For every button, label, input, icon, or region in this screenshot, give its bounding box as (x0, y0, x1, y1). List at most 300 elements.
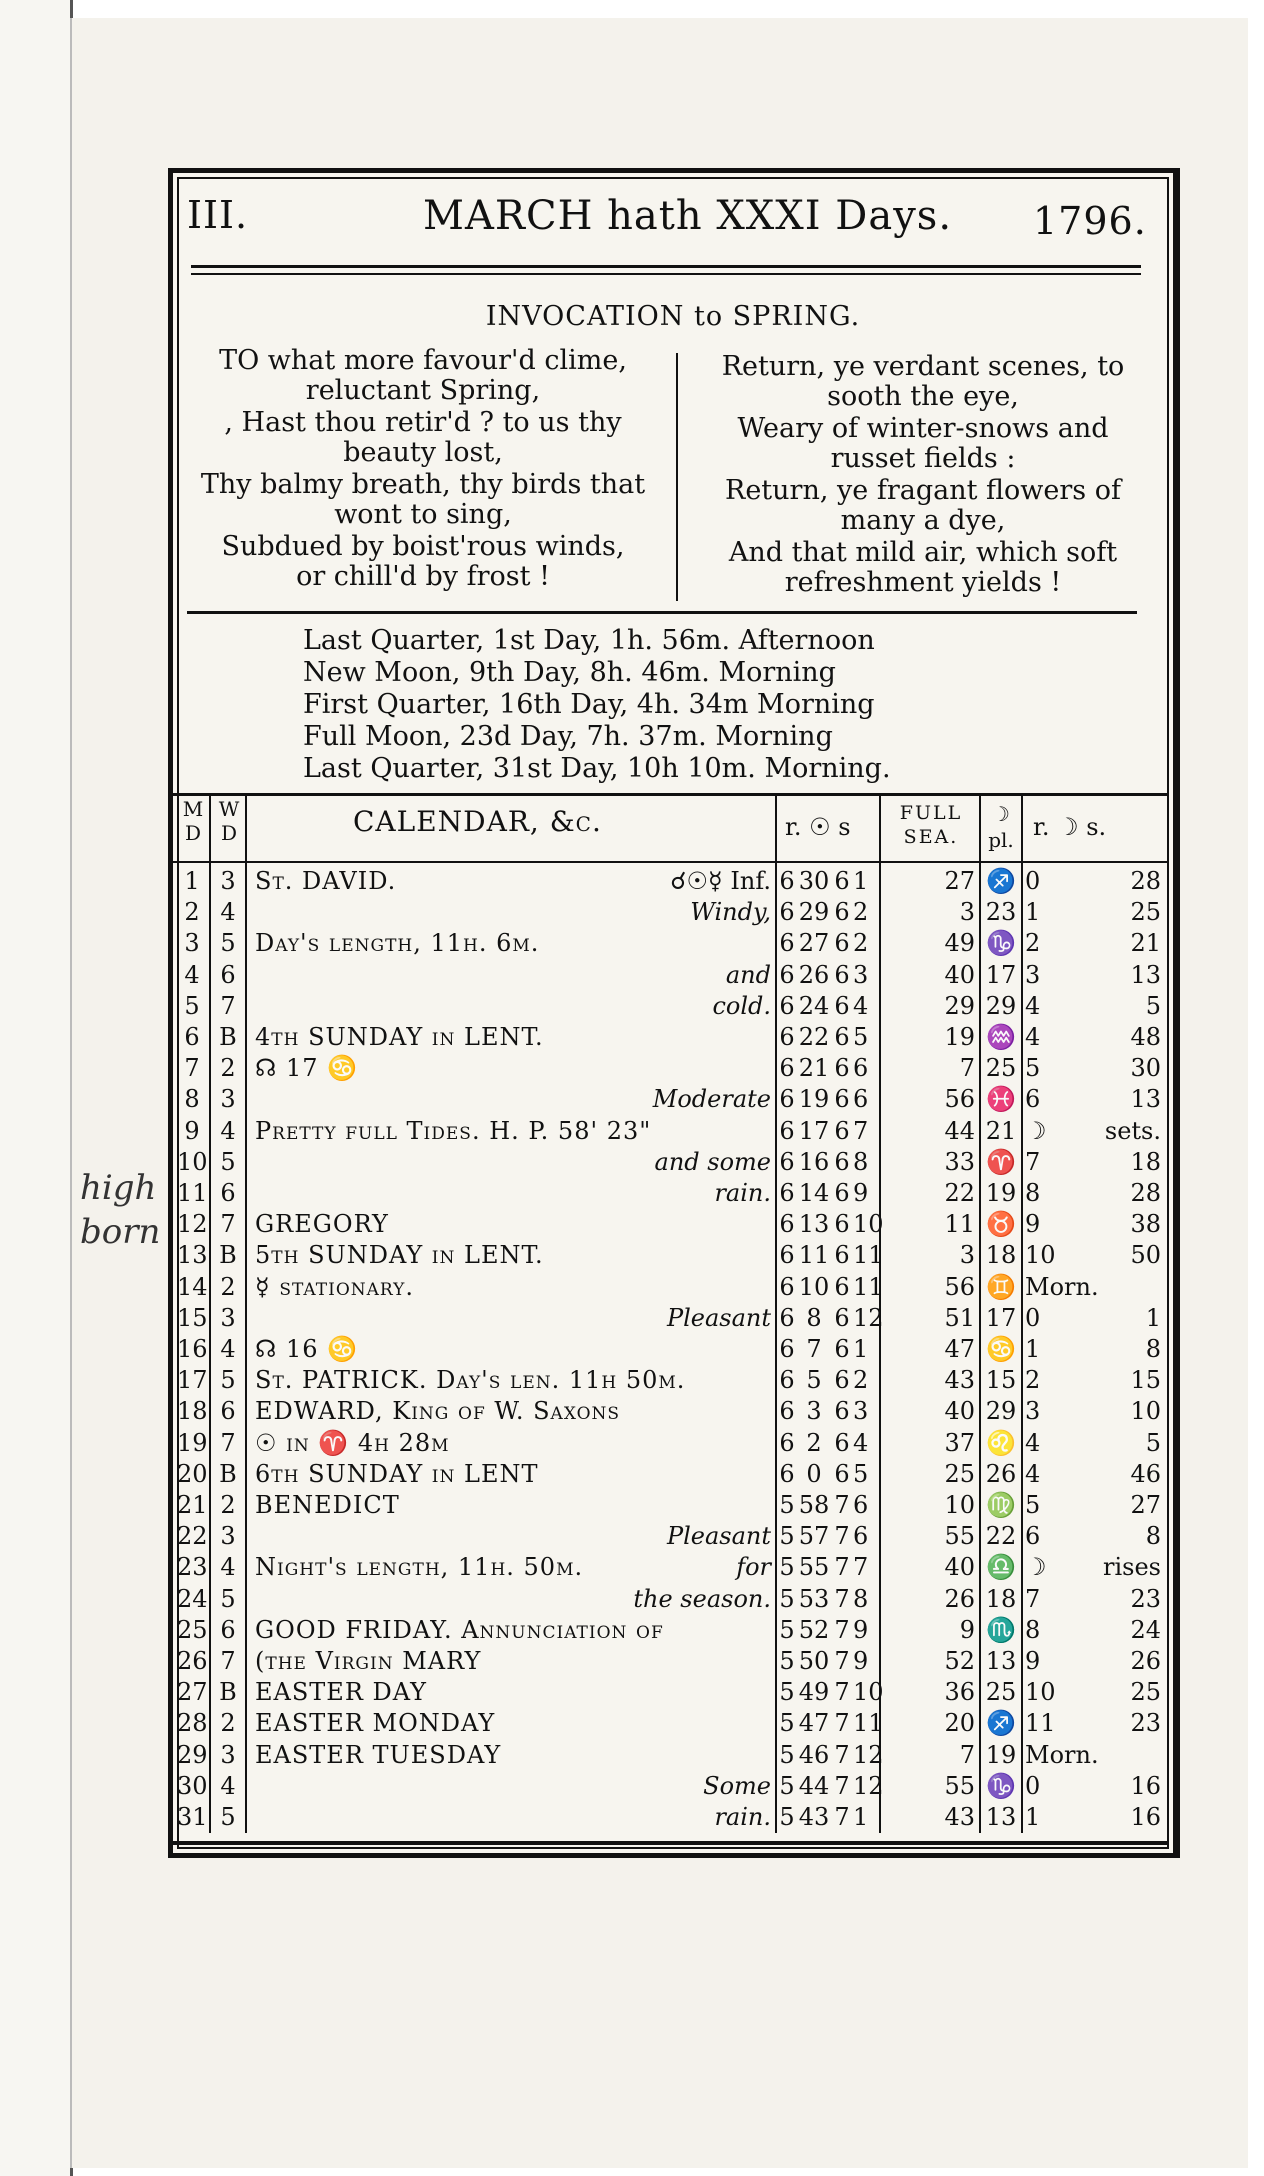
moon-set: 25 (1130, 1678, 1161, 1707)
event: Day's length, 11h. 6m. (255, 929, 540, 958)
day-of-week: 5 (220, 1147, 236, 1176)
event: 4th SUNDAY in LENT. (255, 1023, 544, 1051)
full-sea-minute: 27 (944, 867, 975, 895)
header-rule (191, 273, 1141, 275)
sunrise-hour: 6 (779, 1179, 795, 1207)
day-of-week: 2 (220, 1272, 236, 1301)
sunset-hour: 6 (834, 1241, 850, 1270)
full-sea-hour: 10 (853, 1210, 884, 1239)
moon-rise: 6 (1025, 1085, 1041, 1114)
moon-place: ♊ (986, 1272, 1016, 1301)
table-row (173, 1585, 1167, 1616)
day-of-week: B (219, 1678, 237, 1707)
sunset-hour: 6 (834, 1428, 850, 1457)
sunrise-hour: 5 (779, 1740, 795, 1769)
sunrise-hour: 6 (779, 1054, 795, 1083)
sunset-hour: 7 (834, 1647, 850, 1675)
table-row (173, 961, 1167, 992)
sunrise-hour: 5 (779, 1803, 795, 1831)
sunrise-hour: 6 (779, 1241, 795, 1270)
moon-place: ♋ (986, 1335, 1016, 1363)
full-sea-minute: 9 (959, 1615, 975, 1644)
event: St. PATRICK. Day's len. 11h 50m. (255, 1366, 686, 1395)
full-sea-minute: 55 (944, 1522, 975, 1551)
full-sea-hour: 5 (853, 1459, 869, 1488)
sunrise-hour: 5 (779, 1678, 795, 1707)
day-of-month: 20 (177, 1459, 208, 1488)
poem-line: wont to sing, (334, 499, 512, 530)
poem-line: russet fields : (830, 443, 1016, 474)
moon-set: 10 (1130, 1397, 1161, 1426)
full-sea-minute: 36 (944, 1678, 975, 1707)
full-sea-minute: 26 (944, 1584, 975, 1613)
poem-line: sooth the eye, (827, 381, 1019, 412)
day-of-week: 6 (220, 960, 236, 989)
table-row (173, 1241, 1167, 1272)
event: ☊ 16 ♋ (255, 1335, 358, 1363)
day-of-month: 25 (177, 1615, 208, 1644)
table-row (173, 1553, 1167, 1584)
full-sea-minute: 37 (944, 1428, 975, 1457)
sunrise-minute: 52 (798, 1615, 830, 1644)
full-sea-minute: 56 (944, 1272, 975, 1301)
full-sea-minute: 25 (944, 1459, 975, 1488)
sunset-hour: 6 (834, 991, 850, 1020)
full-sea-minute: 19 (944, 1023, 975, 1051)
moon-set: sets. (1104, 1116, 1161, 1145)
poem-line: Thy balmy breath, thy birds that (200, 469, 646, 500)
table-row (173, 1491, 1167, 1522)
moon-set: 48 (1130, 1023, 1161, 1051)
moon-rise: 2 (1025, 929, 1041, 958)
day-of-week: 2 (220, 1491, 236, 1519)
moon-rise: 5 (1025, 1491, 1041, 1519)
moon-set: 46 (1130, 1459, 1161, 1488)
weather-note: rain. (714, 1803, 771, 1831)
table-row (173, 1616, 1167, 1647)
sunrise-minute: 3 (806, 1397, 822, 1426)
day-of-week: 3 (220, 1085, 236, 1114)
moon-place: 17 (985, 1303, 1017, 1332)
table-row (173, 1772, 1167, 1803)
moon-set: 24 (1130, 1615, 1161, 1644)
event: EASTER MONDAY (255, 1709, 496, 1738)
sunset-hour: 6 (834, 1116, 850, 1145)
sunrise-minute: 14 (798, 1179, 830, 1207)
sunrise-minute: 2 (806, 1428, 822, 1457)
full-sea-minute: 43 (944, 1366, 975, 1395)
moon-rise: 0 (1025, 867, 1041, 895)
sunrise-hour: 6 (779, 991, 795, 1020)
sunrise-minute: 11 (798, 1241, 830, 1270)
day-of-month: 7 (184, 1054, 200, 1083)
sunrise-hour: 6 (779, 898, 795, 927)
full-sea-hour: 1 (853, 867, 869, 895)
day-of-week: 7 (220, 1647, 236, 1675)
moon-place: 13 (985, 1647, 1017, 1675)
moon-place: ♐ (986, 867, 1016, 895)
sunset-hour: 7 (834, 1491, 850, 1519)
moon-place: 25 (985, 1054, 1017, 1083)
sunset-hour: 6 (834, 1147, 850, 1176)
day-of-month: 13 (177, 1241, 208, 1270)
day-of-week: 2 (220, 1709, 236, 1738)
sunrise-minute: 46 (798, 1740, 830, 1769)
day-of-month: 11 (177, 1179, 208, 1207)
day-of-week: 5 (220, 1584, 236, 1613)
day-of-month: 19 (177, 1428, 208, 1457)
planetary-aspect: ☌☉☿ Inf. (670, 867, 771, 895)
moon-place: 21 (985, 1116, 1017, 1145)
moon-rise: 4 (1025, 1023, 1041, 1051)
sunrise-hour: 6 (779, 1147, 795, 1176)
sunrise-hour: 6 (779, 1397, 795, 1426)
day-of-week: 6 (220, 1397, 236, 1426)
sunrise-hour: 5 (779, 1522, 795, 1551)
full-sea-minute: 3 (959, 898, 975, 927)
moon-set: 23 (1130, 1584, 1161, 1613)
sunset-hour: 6 (834, 898, 850, 927)
moon-rise: 1 (1025, 1335, 1041, 1363)
table-row (173, 992, 1167, 1023)
full-sea-hour: 12 (853, 1771, 884, 1800)
day-of-month: 2 (184, 898, 200, 927)
full-sea-minute: 3 (959, 1241, 975, 1270)
day-of-week: 4 (220, 898, 236, 927)
moon-place: ♒ (986, 1023, 1016, 1051)
table-row (173, 929, 1167, 960)
full-sea-minute: 10 (944, 1491, 975, 1519)
full-sea-minute: 51 (944, 1303, 975, 1332)
moon-rise: 0 (1025, 1771, 1041, 1800)
sunrise-hour: 5 (779, 1771, 795, 1800)
event: GREGORY (255, 1210, 389, 1239)
sunrise-minute: 7 (806, 1335, 822, 1363)
event: Pretty full Tides. H. P. 58' 23" (255, 1116, 652, 1145)
full-sea-minute: 56 (944, 1085, 975, 1114)
moon-phase: Last Quarter, 1st Day, 1h. 56m. Afternoon (303, 625, 875, 656)
moon-place: 23 (985, 898, 1017, 927)
col-header-md: M D (182, 797, 204, 845)
full-sea-minute: 44 (944, 1116, 975, 1145)
full-sea-minute: 7 (959, 1740, 975, 1769)
table-row (173, 1647, 1167, 1678)
day-of-week: 3 (220, 867, 236, 895)
bottom-rule (171, 1841, 1169, 1845)
sunrise-hour: 6 (779, 1116, 795, 1145)
weather-note: for (736, 1553, 771, 1582)
sunrise-hour: 6 (779, 960, 795, 989)
day-of-month: 27 (177, 1678, 208, 1707)
moon-rise: Morn. (1025, 1740, 1099, 1769)
day-of-week: 7 (220, 991, 236, 1020)
full-sea-minute: 55 (944, 1771, 975, 1800)
full-sea-hour: 9 (853, 1179, 869, 1207)
sunset-hour: 7 (834, 1584, 850, 1613)
moon-place: ♐ (986, 1709, 1016, 1738)
poem-line: Subdued by boist'rous winds, (221, 531, 625, 562)
day-of-week: 6 (220, 1179, 236, 1207)
moon-set: 25 (1130, 898, 1161, 927)
day-of-week: 4 (220, 1335, 236, 1363)
moon-set: rises (1103, 1553, 1161, 1582)
day-of-week: 4 (220, 1116, 236, 1145)
day-of-month: 16 (177, 1335, 208, 1363)
sunrise-hour: 6 (779, 1303, 795, 1332)
day-of-month: 9 (184, 1116, 200, 1145)
sunset-hour: 7 (834, 1740, 850, 1769)
moon-rise: 11 (1025, 1709, 1056, 1738)
full-sea-hour: 4 (853, 1428, 869, 1457)
moon-rise: ☽ (1025, 1116, 1047, 1145)
sunrise-hour: 5 (779, 1647, 795, 1675)
moon-place: ♈ (986, 1147, 1016, 1176)
sunrise-minute: 26 (798, 960, 830, 989)
weather-note: and some (654, 1147, 771, 1176)
table-row (173, 1741, 1167, 1772)
moon-place: ♍ (986, 1491, 1016, 1519)
full-sea-hour: 6 (853, 1054, 869, 1083)
day-of-week: 3 (220, 1522, 236, 1551)
full-sea-hour: 2 (853, 898, 869, 927)
sunset-hour: 7 (834, 1553, 850, 1582)
table-row (173, 1335, 1167, 1366)
moon-place: 29 (985, 991, 1017, 1020)
table-row (173, 1148, 1167, 1179)
col-header-moon-rise-set: r. ☽ s. (1033, 813, 1107, 841)
full-sea-minute: 40 (944, 1553, 975, 1582)
moon-phase: Last Quarter, 31st Day, 10h 10m. Morning. (303, 753, 891, 784)
sunrise-hour: 5 (779, 1709, 795, 1738)
sunrise-hour: 5 (779, 1615, 795, 1644)
poem-line: Weary of winter-snows and (737, 413, 1109, 444)
weather-note: cold. (712, 991, 771, 1020)
sunset-hour: 6 (834, 1366, 850, 1395)
full-sea-minute: 52 (944, 1647, 975, 1675)
moon-rise: 2 (1025, 1366, 1041, 1395)
moon-rise: 7 (1025, 1147, 1041, 1176)
poem-line: refreshment yields ! (784, 567, 1062, 598)
table-row (173, 1803, 1167, 1834)
day-of-week: B (219, 1241, 237, 1270)
facing-page-edge (0, 0, 73, 2176)
full-sea-minute: 20 (944, 1709, 975, 1738)
day-of-month: 24 (177, 1584, 208, 1613)
weather-note: Windy, (690, 898, 771, 927)
sunset-hour: 6 (834, 1054, 850, 1083)
sunset-hour: 6 (834, 1085, 850, 1114)
full-sea-minute: 29 (944, 991, 975, 1020)
moon-rise: 10 (1025, 1241, 1056, 1270)
day-of-month: 1 (184, 867, 200, 895)
event: ☉ in ♈ 4h 28m (255, 1428, 450, 1457)
sunrise-minute: 44 (798, 1771, 830, 1800)
moon-rise: 4 (1025, 1428, 1041, 1457)
full-sea-hour: 10 (853, 1678, 884, 1707)
moon-rise: 3 (1025, 960, 1041, 989)
day-of-week: 5 (220, 929, 236, 958)
event: ☊ 17 ♋ (255, 1054, 358, 1083)
full-sea-hour: 9 (853, 1647, 869, 1675)
sunrise-minute: 47 (798, 1709, 830, 1738)
full-sea-hour: 6 (853, 1085, 869, 1114)
calendar-header-rule (173, 861, 1167, 863)
event: (the Virgin MARY (255, 1647, 482, 1675)
table-row (173, 1709, 1167, 1740)
sunrise-minute: 50 (798, 1647, 830, 1675)
sunrise-minute: 8 (806, 1303, 822, 1332)
moon-rise: 1 (1025, 1803, 1041, 1831)
poem-rule (187, 611, 1137, 614)
moon-place: 19 (985, 1179, 1017, 1207)
sunset-hour: 7 (834, 1803, 850, 1831)
table-row (173, 1366, 1167, 1397)
full-sea-hour: 8 (853, 1584, 869, 1613)
table-row (173, 1429, 1167, 1460)
full-sea-hour: 6 (853, 1522, 869, 1551)
full-sea-minute: 40 (944, 1397, 975, 1426)
margin-note-line: born (80, 1212, 161, 1252)
sunrise-hour: 6 (779, 929, 795, 958)
day-of-month: 8 (184, 1085, 200, 1114)
full-sea-hour: 4 (853, 991, 869, 1020)
sunset-hour: 6 (834, 1397, 850, 1426)
day-of-month: 23 (177, 1553, 208, 1582)
col-header-calendar: CALENDAR, &c. (353, 805, 602, 838)
table-row (173, 1522, 1167, 1553)
sunrise-minute: 21 (798, 1054, 830, 1083)
col-header-full-sea: FULL SEA. (899, 802, 963, 848)
sunset-hour: 6 (834, 1210, 850, 1239)
full-sea-minute: 47 (944, 1335, 975, 1363)
day-of-month: 3 (184, 929, 200, 958)
moon-set: 50 (1130, 1241, 1161, 1270)
event: Night's length, 11h. 50m. (255, 1553, 584, 1582)
moon-place: 22 (985, 1522, 1017, 1551)
moon-place: 17 (985, 960, 1017, 989)
sunrise-minute: 58 (798, 1491, 830, 1519)
sunrise-hour: 6 (779, 1335, 795, 1363)
day-of-month: 29 (177, 1740, 208, 1769)
handwritten-margin-note (0, 1168, 180, 1258)
sunrise-minute: 30 (798, 867, 830, 895)
moon-set: 1 (1145, 1303, 1161, 1332)
moon-rise: 4 (1025, 1459, 1041, 1488)
weather-note: Pleasant (666, 1522, 771, 1551)
moon-set: 18 (1130, 1147, 1161, 1176)
moon-set: 16 (1130, 1803, 1161, 1831)
moon-rise: 8 (1025, 1615, 1041, 1644)
sunrise-minute: 27 (798, 929, 830, 958)
sunset-hour: 7 (834, 1615, 850, 1644)
col-header-moon-place: ☽ pl. (988, 802, 1014, 852)
weather-note: rain. (714, 1179, 771, 1207)
full-sea-hour: 3 (853, 1397, 869, 1426)
moon-rise: ☽ (1025, 1553, 1047, 1582)
sunrise-minute: 55 (798, 1553, 830, 1582)
day-of-week: 3 (220, 1303, 236, 1332)
day-of-week: 5 (220, 1803, 236, 1831)
poem-line: many a dye, (840, 505, 1006, 536)
moon-set: 13 (1130, 1085, 1161, 1114)
sunrise-minute: 43 (798, 1803, 830, 1831)
full-sea-hour: 1 (853, 1803, 869, 1831)
day-of-week: 2 (220, 1054, 236, 1083)
moon-set: 30 (1130, 1054, 1161, 1083)
moon-rise: 10 (1025, 1678, 1056, 1707)
moon-set: 23 (1130, 1709, 1161, 1738)
day-of-week: 6 (220, 1615, 236, 1644)
table-row (173, 1460, 1167, 1491)
event: EASTER DAY (255, 1678, 427, 1707)
moon-place: ♎ (986, 1553, 1016, 1582)
day-of-month: 18 (177, 1397, 208, 1426)
table-row (173, 898, 1167, 929)
table-row (173, 1085, 1167, 1116)
sunset-hour: 7 (834, 1709, 850, 1738)
moon-set: 27 (1130, 1491, 1161, 1519)
sunset-hour: 6 (834, 867, 850, 895)
event: BENEDICT (255, 1491, 400, 1519)
event: 5th SUNDAY in LENT. (255, 1241, 544, 1270)
table-row (173, 1179, 1167, 1210)
weather-note: Some (703, 1771, 771, 1800)
sunrise-hour: 5 (779, 1584, 795, 1613)
moon-place: ♏ (986, 1615, 1016, 1644)
sunrise-minute: 29 (798, 898, 830, 927)
day-of-week: B (219, 1023, 237, 1051)
sunset-hour: 6 (834, 929, 850, 958)
day-of-week: 4 (220, 1771, 236, 1800)
full-sea-hour: 12 (853, 1740, 884, 1769)
full-sea-hour: 11 (853, 1241, 884, 1270)
sunset-hour: 6 (834, 1179, 850, 1207)
sunrise-hour: 6 (779, 1428, 795, 1457)
day-of-week: 7 (220, 1210, 236, 1239)
sunrise-hour: 6 (779, 1085, 795, 1114)
table-row (173, 1210, 1167, 1241)
poem-line: , Hast thou retir'd ? to us thy (224, 407, 622, 438)
full-sea-minute: 22 (944, 1179, 975, 1207)
weather-note: Moderate (652, 1085, 771, 1114)
moon-place: 18 (985, 1241, 1017, 1270)
poem-line: And that mild air, which soft (728, 537, 1118, 568)
sunrise-hour: 6 (779, 1366, 795, 1395)
moon-place: 26 (985, 1459, 1017, 1488)
sunrise-hour: 6 (779, 1210, 795, 1239)
sunrise-minute: 5 (806, 1366, 822, 1395)
full-sea-hour: 2 (853, 1366, 869, 1395)
poem-divider (676, 353, 678, 601)
moon-set: 5 (1145, 991, 1161, 1020)
sunset-hour: 7 (834, 1522, 850, 1551)
sunrise-minute: 16 (798, 1147, 830, 1176)
day-of-month: 31 (177, 1803, 208, 1831)
event: GOOD FRIDAY. Annunciation of (255, 1615, 664, 1644)
day-of-week: 4 (220, 1553, 236, 1582)
moon-place: 29 (985, 1397, 1017, 1426)
moon-rise: 9 (1025, 1647, 1041, 1675)
sunrise-hour: 6 (779, 1459, 795, 1488)
sunrise-hour: 5 (779, 1553, 795, 1582)
full-sea-hour: 6 (853, 1491, 869, 1519)
day-of-week: B (219, 1459, 237, 1488)
moon-place: 18 (985, 1584, 1017, 1613)
month-title: MARCH hath XXXI Days. (423, 193, 953, 239)
moon-place: 13 (985, 1803, 1017, 1831)
full-sea-hour: 8 (853, 1147, 869, 1176)
sunrise-minute: 19 (798, 1085, 830, 1114)
